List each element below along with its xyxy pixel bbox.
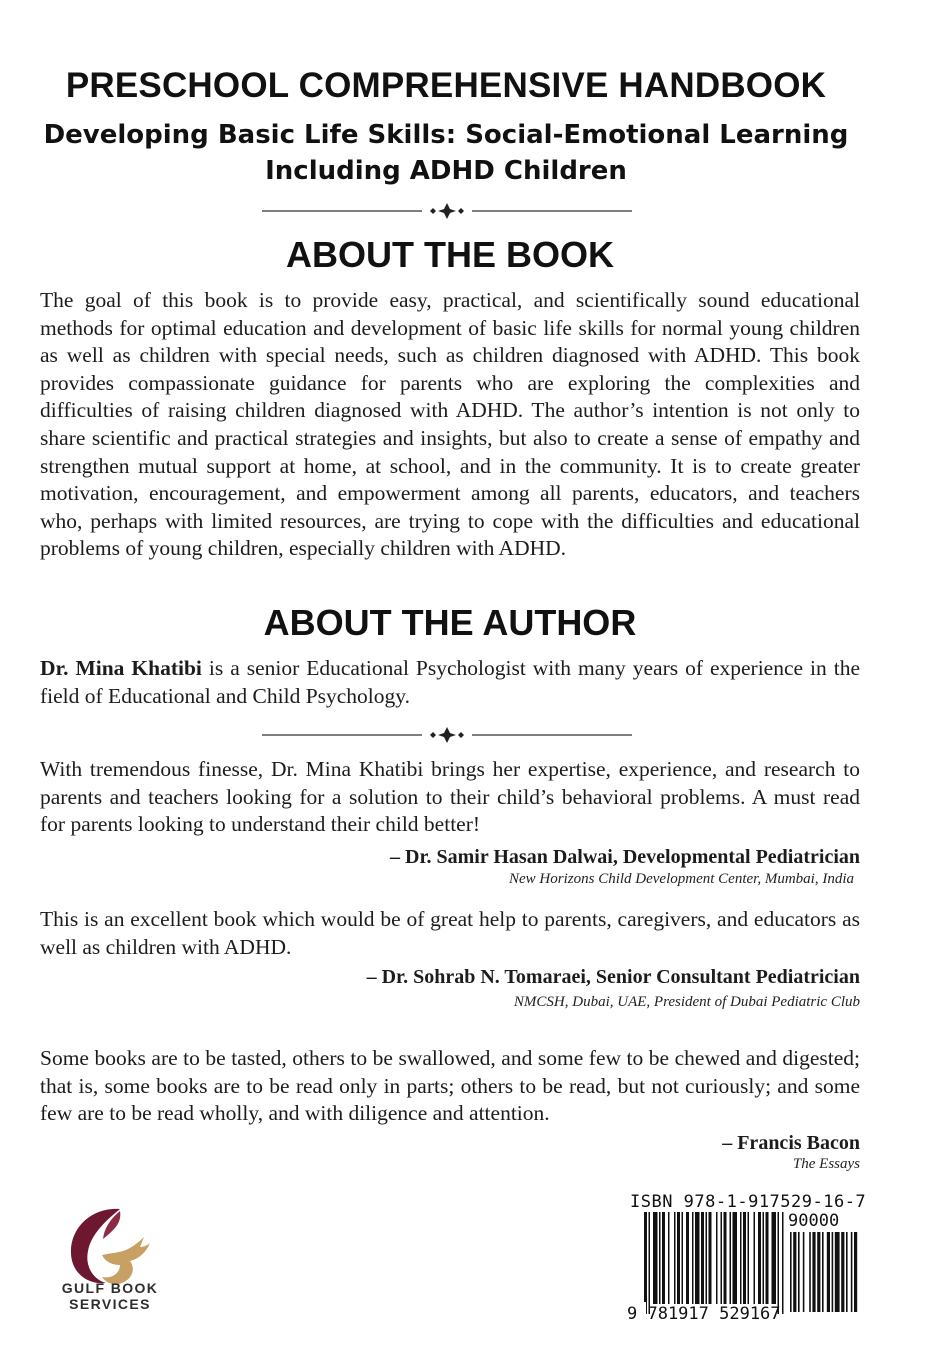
barcode-digits: 9 781917 529167: [627, 1304, 781, 1324]
price-barcode-bar: [827, 1232, 830, 1312]
epigraph-quote: Some books are to be tasted, others to be swallowed, and some few to be chewed and digested; that is, some books are to be read only in parts; others to be read, but not curiously; and some few are to be read wholly, and with diligence and attention.: [40, 1046, 860, 1126]
barcode-bar: [659, 1212, 661, 1304]
about-book-text: The goal of this book is to provide easy, practical, and scientifically sound educational methods for optimal education and development of basic life skills for normal young children as well as children with special needs, such as children diagnosed with ADHD. This book provides compassionate guidance for parents who are exploring the complexities and difficulties of raising children diagnosed with ADHD. The author’s intention is not only to share scientific and practical strategies and insights, but also to create a sense of empathy and strengthen mutual support at home, at school, and in the community. It is to create greater motivation, encouragement, and empowerment among all parents, educators, and teachers who, perhaps with limited resources, are trying to cope with the difficulties and educational problems of young children, especially children with ADHD.: [40, 288, 860, 561]
testimonial-quote: This is an excellent book which would be of great help to parents, caregivers, and educators as well as children with ADHD.: [40, 907, 860, 959]
epigraph-author: – Francis Bacon: [722, 1132, 860, 1154]
testimonial-author: – Dr. Samir Hasan Dalwai, Developmental Pediatrician: [390, 846, 860, 868]
barcode-bar: [730, 1212, 732, 1304]
barcode-bar: [758, 1212, 761, 1304]
barcode-bar: [677, 1212, 680, 1304]
barcode-bar: [782, 1212, 784, 1314]
price-barcode-bar: [817, 1232, 820, 1312]
barcode-bar: [766, 1212, 769, 1304]
price-barcode-bar: [812, 1232, 815, 1312]
publisher-line-2: SERVICES: [69, 1296, 151, 1312]
author-bio-text: is a senior Educational Psychologist with many years of experience in the field of Educational and Child Psychology.: [40, 656, 860, 708]
barcode-bar: [743, 1212, 746, 1304]
barcode-bar: [724, 1212, 727, 1304]
price-barcode-bar: [798, 1232, 800, 1312]
price-barcode-bar: [854, 1232, 857, 1312]
barcode-bar: [706, 1212, 708, 1304]
barcode-bar: [682, 1212, 684, 1304]
barcode-bar: [668, 1212, 670, 1304]
barcode-bar: [653, 1212, 658, 1304]
subtitle-line-1: Developing Basic Life Skills: Social-Emotional Learning: [43, 120, 849, 150]
isbn-label: ISBN 978-1-917529-16-7: [630, 1192, 867, 1212]
testimonial-quote: With tremendous finesse, Dr. Mina Khatibi brings her expertise, experience, and research to parents and teachers looking for a solution to their child’s behavioral problems. A must read for parents looking to understand their child better!: [40, 757, 860, 837]
book-title: PRESCHOOL COMPREHENSIVE HANDBOOK: [65, 66, 827, 105]
author-name: Dr. Mina Khatibi: [40, 656, 202, 680]
price-barcode-bar: [846, 1232, 848, 1312]
about-book-heading: ABOUT THE BOOK: [286, 234, 614, 275]
price-code: 90000: [788, 1211, 840, 1231]
barcode-bar: [692, 1212, 694, 1304]
price-barcode-bar: [851, 1232, 853, 1312]
ornament-divider: [0, 725, 892, 745]
price-barcode-bar: [790, 1232, 792, 1312]
publisher-name: [40, 1280, 180, 1312]
price-barcode-bar: [809, 1232, 811, 1312]
barcode-bar: [686, 1212, 689, 1304]
price-barcode-bar: [822, 1232, 824, 1312]
price-barcode-bar: [835, 1232, 840, 1312]
barcode-bar: [740, 1212, 742, 1304]
book-subtitle: [0, 117, 892, 189]
barcode-bar: [721, 1212, 723, 1304]
barcode-bar: [674, 1212, 676, 1304]
testimonial-affiliation: New Horizons Child Development Center, Mumbai, India: [509, 871, 854, 887]
price-barcode-bar: [841, 1232, 844, 1312]
testimonial-author: – Dr. Sohrab N. Tomaraei, Senior Consultant Pediatrician: [366, 966, 860, 988]
testimonial-affiliation: NMCSH, Dubai, UAE, President of Dubai Pediatric Club: [513, 994, 860, 1010]
barcode-bar: [772, 1212, 777, 1304]
price-barcode-bar: [803, 1232, 805, 1312]
about-author-heading: ABOUT THE AUTHOR: [263, 602, 637, 643]
author-bio: [40, 655, 860, 710]
ornament-divider: [0, 201, 892, 221]
barcode-bar: [716, 1212, 718, 1304]
barcode-bar: [662, 1212, 665, 1304]
price-barcode-bar: [832, 1232, 834, 1312]
price-barcode-bar: [793, 1232, 796, 1312]
epigraph-source: The Essays: [792, 1156, 860, 1172]
barcode-bar: [763, 1212, 765, 1304]
barcode-bar: [778, 1212, 780, 1314]
barcode-bar: [649, 1212, 651, 1314]
barcode-bar: [748, 1212, 750, 1304]
barcode-bar: [644, 1212, 647, 1314]
barcode-bar: [695, 1212, 700, 1304]
barcode-bar: [709, 1212, 712, 1304]
barcode-bar: [701, 1212, 704, 1304]
barcode-bar: [733, 1212, 738, 1304]
subtitle-line-2: Including ADHD Children: [265, 156, 627, 186]
barcode-bar: [754, 1212, 756, 1304]
publisher-line-1: GULF BOOK: [61, 1280, 159, 1296]
